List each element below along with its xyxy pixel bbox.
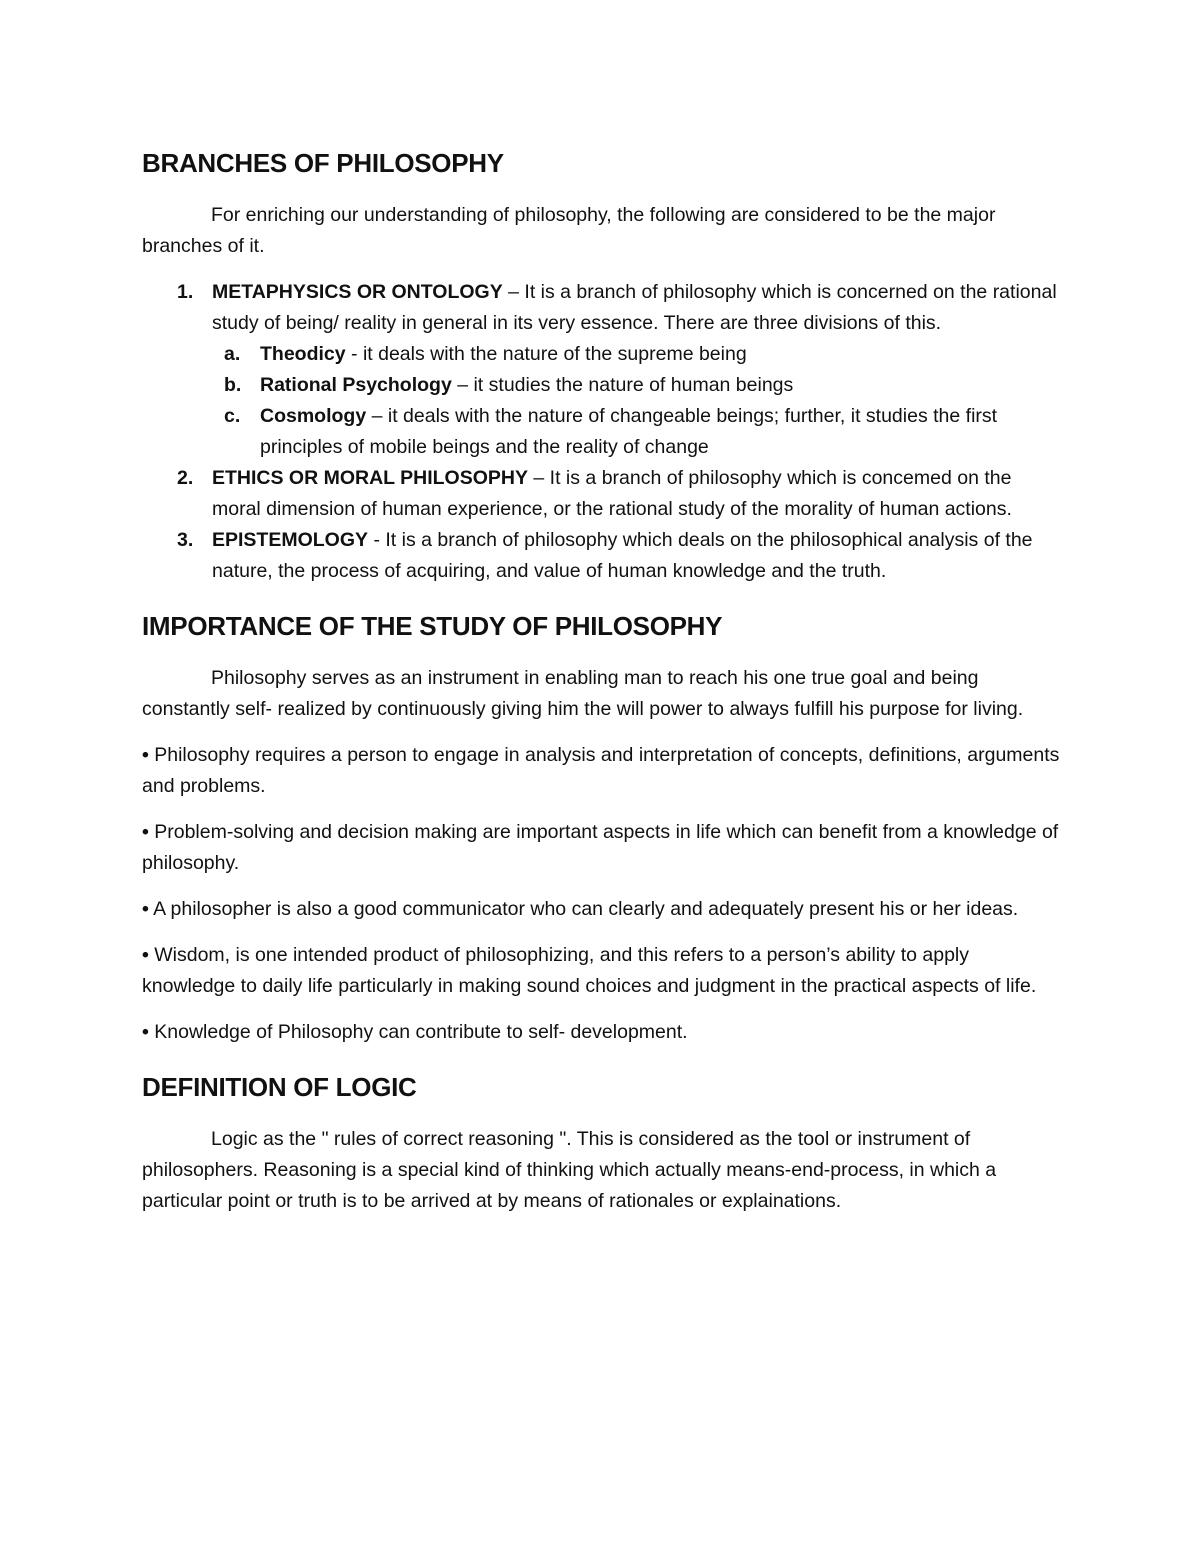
list-letter: b. bbox=[224, 374, 242, 396]
list-number: 1. bbox=[177, 281, 194, 303]
list-item-metaphysics bbox=[142, 277, 1062, 463]
bullet-text: Wisdom, is one intended product of philosophizing, and this refers to a person’s ability to apply knowledge to daily life particularly in making sound choices and judgment in the practical aspects of life. bbox=[142, 944, 1037, 997]
section-heading-importance: IMPORTANCE OF THE STUDY OF PHILOSOPHY bbox=[142, 611, 723, 641]
metaphysics-divisions-list bbox=[212, 339, 1062, 463]
definition-metaphysics: – It is a branch of philosophy which is concerned on the rational study of being/ reality in general in its very essence. There are three divisions of this. bbox=[212, 281, 1057, 334]
importance-intro-paragraph: Philosophy serves as an instrument in enabling man to reach his one true goal and being constantly self- realized by continuously giving him the will power to always fulfill his purpose for living. bbox=[142, 667, 1024, 720]
list-item-ethics bbox=[142, 463, 1062, 525]
document-page bbox=[142, 146, 1062, 1217]
sublist-item-rational-psychology bbox=[212, 370, 1062, 401]
sublist-item-cosmology bbox=[212, 401, 1062, 463]
bullet-text: Knowledge of Philosophy can contribute to self- development. bbox=[148, 1021, 688, 1043]
list-number: 2. bbox=[177, 467, 194, 489]
branches-intro-paragraph: For enriching our understanding of philosophy, the following are considered to be the major branches of it. bbox=[142, 204, 996, 257]
section-heading-branches: BRANCHES OF PHILOSOPHY bbox=[142, 148, 504, 178]
list-item-epistemology bbox=[142, 525, 1062, 587]
definition-rational-psychology: – it studies the nature of human beings bbox=[451, 374, 794, 396]
term-rational-psychology: Rational Psychology bbox=[260, 374, 452, 396]
bullet-paragraph bbox=[142, 1017, 1062, 1048]
definition-ethics: – It is a branch of philosophy which is concemed on the moral dimension of human experience, or the rational study of the morality of human actions. bbox=[212, 467, 1012, 520]
bullet-paragraph bbox=[142, 740, 1062, 802]
list-letter: a. bbox=[224, 343, 241, 365]
bullet-paragraph bbox=[142, 817, 1062, 879]
bullet-paragraph bbox=[142, 940, 1062, 1002]
bullet-text: Problem-solving and decision making are important aspects in life which can benefit from a knowledge of philosophy. bbox=[142, 821, 1059, 874]
term-theodicy: Theodicy bbox=[260, 343, 346, 365]
definition-theodicy: - it deals with the nature of the supreme being bbox=[345, 343, 747, 365]
term-cosmology: Cosmology bbox=[260, 405, 367, 427]
bullet-text: A philosopher is also a good communicator who can clearly and adequately present his or her ideas. bbox=[148, 898, 1019, 920]
term-epistemology: EPISTEMOLOGY bbox=[212, 529, 369, 551]
sublist-item-theodicy bbox=[212, 339, 1062, 370]
term-metaphysics: METAPHYSICS OR ONTOLOGY bbox=[212, 281, 503, 303]
bullet-icon: • bbox=[142, 944, 149, 966]
branches-list bbox=[142, 277, 1062, 587]
term-ethics: ETHICS OR MORAL PHILOSOPHY bbox=[212, 467, 528, 489]
bullet-icon: • bbox=[142, 898, 149, 920]
section-heading-logic: DEFINITION OF LOGIC bbox=[142, 1072, 417, 1102]
bullet-paragraph bbox=[142, 894, 1062, 925]
bullet-icon: • bbox=[142, 821, 149, 843]
definition-cosmology: – it deals with the nature of changeable beings; further, it studies the first principles of mobile beings and the reality of change bbox=[260, 405, 998, 458]
list-number: 3. bbox=[177, 529, 194, 551]
definition-epistemology: - It is a branch of philosophy which deals on the philosophical analysis of the nature, the process of acquiring, and value of human knowledge and the truth. bbox=[212, 529, 1033, 582]
list-letter: c. bbox=[224, 405, 241, 427]
bullet-text: Philosophy requires a person to engage in analysis and interpretation of concepts, definitions, arguments and problems. bbox=[142, 744, 1060, 797]
bullet-icon: • bbox=[142, 1021, 149, 1043]
bullet-icon: • bbox=[142, 744, 149, 766]
logic-intro-paragraph: Logic as the " rules of correct reasoning ". This is considered as the tool or instrument of philosophers. Reasoning is a special kind of thinking which actually means-end-process, in which a particular point or truth is to be arrived at by means of rationales or explainations. bbox=[142, 1128, 997, 1212]
